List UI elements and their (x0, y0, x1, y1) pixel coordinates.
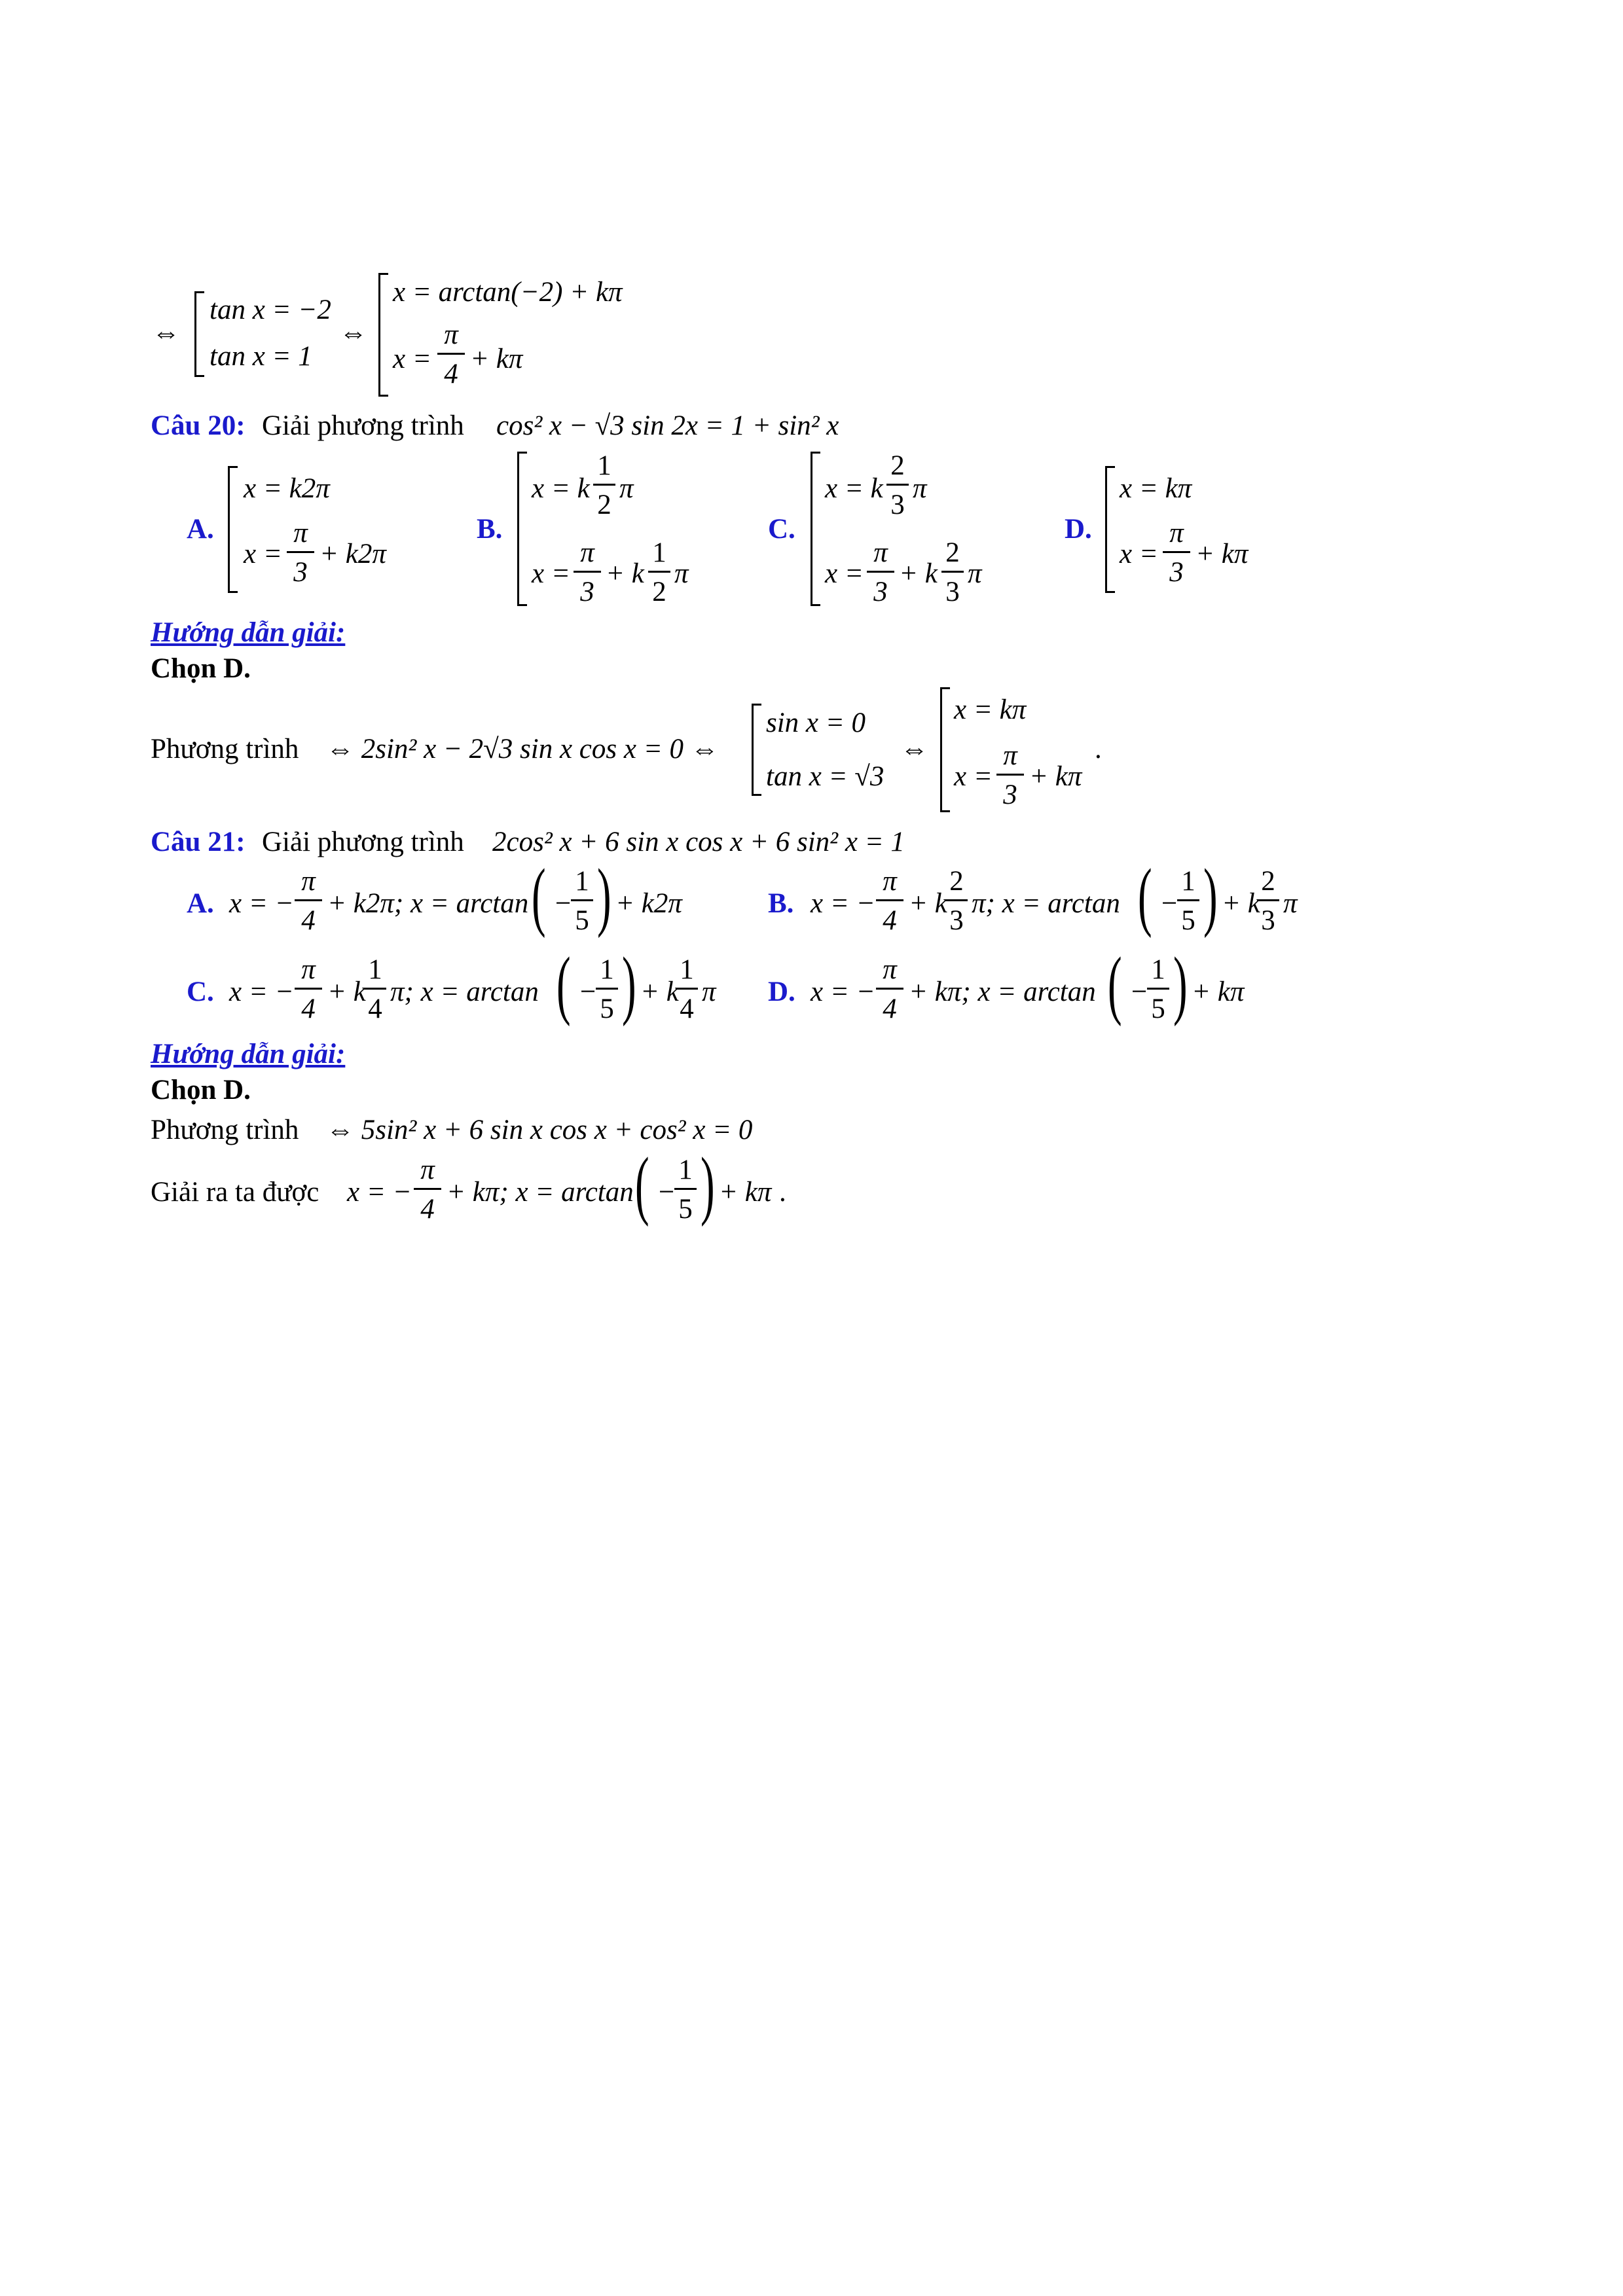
minus-sign: − (1161, 888, 1178, 919)
option-d-label: D. (1065, 514, 1092, 545)
bracket (811, 452, 820, 606)
period: . (1095, 734, 1102, 764)
fraction: 1 5 (674, 1156, 697, 1223)
system-line: tan x = −2 (210, 295, 331, 325)
pi-symbol: π (674, 558, 689, 589)
option-b-text: π; x = arctan (972, 888, 1120, 919)
fraction: 1 5 (571, 867, 593, 935)
iff-symbol: ⇔ (339, 317, 367, 348)
system-line: tan x = √3 (766, 761, 884, 792)
system-line: + kπ (470, 344, 523, 374)
pi-symbol: π (968, 558, 982, 589)
option-c-label: C. (768, 514, 795, 545)
fraction: 1 5 (596, 956, 618, 1023)
option-b-text: + k (1222, 888, 1260, 919)
fraction: 2 3 (886, 452, 909, 519)
pi-symbol: π (619, 473, 634, 504)
right-paren: ) (1173, 941, 1188, 1027)
fraction: π 3 (1163, 519, 1190, 586)
solution-prefix: Phương trình (151, 734, 299, 764)
option-b-line2: x = (532, 558, 570, 589)
option-d-line2-rhs: + kπ (1195, 539, 1249, 569)
right-paren: ) (1203, 853, 1218, 939)
option-a-line1: x = k2π (244, 473, 330, 504)
fraction: 2 3 (945, 867, 968, 935)
system-line: x = kπ (954, 694, 1027, 725)
iff-symbol: ⇔ (152, 317, 180, 348)
solution-text: + kπ; x = arctan (447, 1177, 634, 1208)
fraction: 1 2 (593, 452, 615, 519)
fraction: π 4 (295, 956, 322, 1023)
question-label: Câu 21: (151, 827, 246, 857)
solution-equation: ⇔ 2sin² x − 2√3 sin x cos x = 0 ⇔ (326, 734, 719, 764)
option-c-text: π; x = arctan (390, 977, 539, 1007)
system-line: sin x = 0 (766, 708, 866, 738)
fraction: π 4 (876, 867, 903, 935)
option-c-text: x = − (229, 977, 294, 1007)
system-line: x = arctan(−2) + kπ (393, 277, 623, 308)
option-b-line1: x = k (532, 473, 590, 504)
option-b-label: B. (768, 888, 794, 919)
system-line: x = (393, 344, 431, 374)
option-d-text: + kπ; x = arctan (909, 977, 1096, 1007)
left-paren: ( (1108, 941, 1122, 1027)
minus-sign: − (1131, 977, 1148, 1007)
chosen-answer: Chọn D. (151, 1075, 251, 1105)
solution-text: x = − (347, 1177, 412, 1208)
solution-text: + kπ (719, 1177, 772, 1208)
fraction: π 3 (996, 742, 1024, 809)
fraction: 1 4 (364, 956, 386, 1023)
minus-sign: − (659, 1177, 675, 1208)
question-label: Câu 20: (151, 410, 246, 441)
minus-sign: − (555, 888, 572, 919)
fraction: 1 5 (1177, 867, 1199, 935)
question-prompt: Giải phương trình (262, 827, 464, 857)
chosen-answer: Chọn D. (151, 653, 251, 684)
fraction: π 3 (867, 539, 894, 606)
fraction: 2 3 (1257, 867, 1279, 935)
option-b-line2-mid: + k (606, 558, 644, 589)
solution-prefix: Giải ra ta được (151, 1177, 319, 1208)
option-a-label: A. (187, 514, 214, 545)
system-line: tan x = 1 (210, 341, 312, 372)
iff-symbol: ⇔ (900, 734, 928, 764)
option-d-line2: x = (1120, 539, 1158, 569)
period: . (779, 1177, 786, 1208)
pi-symbol: π (913, 473, 927, 504)
option-a-label: A. (187, 888, 214, 919)
question-equation: cos² x − √3 sin 2x = 1 + sin² x (496, 410, 839, 441)
bracket (940, 687, 950, 812)
left-paren: ( (532, 853, 546, 939)
fraction: π 4 (414, 1156, 441, 1223)
fraction: 1 4 (676, 956, 698, 1023)
fraction: π 4 (437, 321, 465, 388)
bracket (378, 273, 388, 397)
left-paren: ( (1138, 853, 1152, 939)
option-d-label: D. (768, 977, 795, 1007)
bracket (194, 291, 204, 377)
option-a-line2-rhs: + k2π (319, 539, 386, 569)
bracket (228, 466, 238, 593)
option-a-text: + k2π; x = arctan (327, 888, 529, 919)
fraction: 1 5 (1147, 956, 1169, 1023)
option-a-line2: x = (244, 539, 282, 569)
fraction: π 3 (574, 539, 601, 606)
system-line: x = (954, 761, 993, 792)
option-c-line2: x = (825, 558, 864, 589)
fraction: π 3 (287, 519, 314, 586)
pi-symbol: π (702, 977, 716, 1007)
option-d-text: + kπ (1192, 977, 1245, 1007)
pi-symbol: π (1283, 888, 1298, 919)
guide-heading: Hướng dẫn giải: (151, 1039, 346, 1069)
left-paren: ( (556, 941, 571, 1027)
option-c-text: + k (327, 977, 366, 1007)
option-b-text: + k (909, 888, 947, 919)
option-c-text: + k (640, 977, 679, 1007)
option-b-text: x = − (811, 888, 875, 919)
option-c-label: C. (187, 977, 214, 1007)
right-paren: ) (597, 853, 611, 939)
question-equation: 2cos² x + 6 sin x cos x + 6 sin² x = 1 (492, 827, 905, 857)
minus-sign: − (580, 977, 596, 1007)
option-d-text: x = − (811, 977, 875, 1007)
left-paren: ( (635, 1141, 649, 1227)
option-d-line1: x = kπ (1120, 473, 1192, 504)
solution-equation: ⇔ 5sin² x + 6 sin x cos x + cos² x = 0 (326, 1115, 753, 1145)
fraction: 2 3 (941, 539, 964, 606)
fraction: 1 2 (648, 539, 670, 606)
bracket (517, 452, 527, 606)
bracket (1105, 466, 1115, 593)
option-c-line1: x = k (825, 473, 883, 504)
option-c-line2-mid: + k (899, 558, 938, 589)
fraction: π 4 (876, 956, 903, 1023)
fraction: π 4 (295, 867, 322, 935)
right-paren: ) (701, 1141, 715, 1227)
option-a-text: x = − (229, 888, 294, 919)
right-paren: ) (622, 941, 636, 1027)
option-b-label: B. (477, 514, 503, 545)
option-a-text: + k2π (615, 888, 682, 919)
solution-prefix: Phương trình (151, 1115, 299, 1145)
system-line: + kπ (1029, 761, 1082, 792)
guide-heading: Hướng dẫn giải: (151, 617, 346, 648)
question-prompt: Giải phương trình (262, 410, 464, 441)
bracket (752, 704, 761, 796)
